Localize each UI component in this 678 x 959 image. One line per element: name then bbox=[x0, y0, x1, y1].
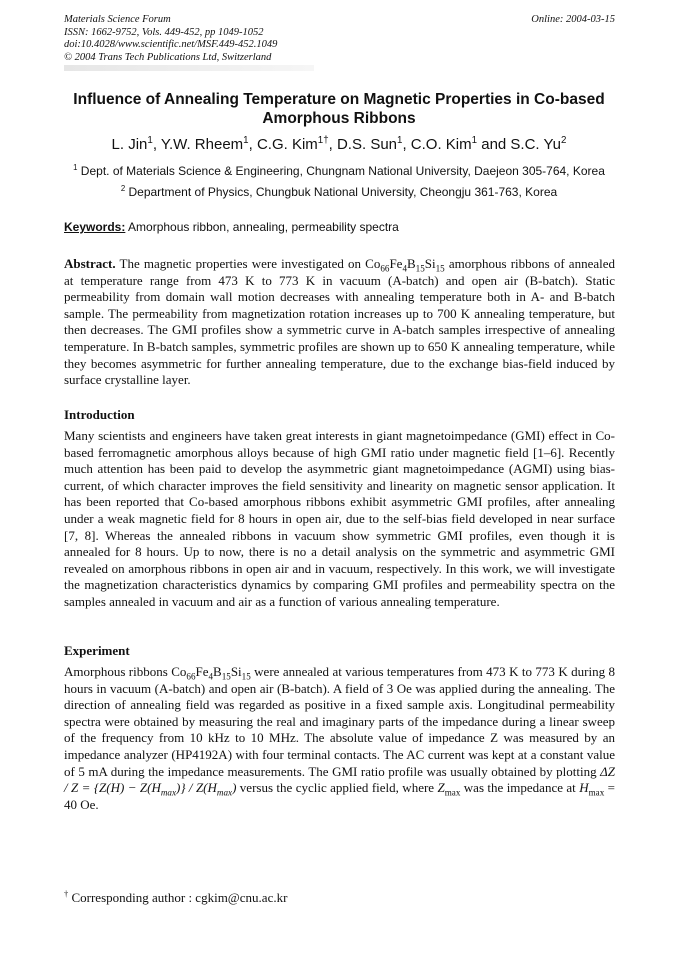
formula-part: ) bbox=[232, 780, 237, 796]
subscript: 15 bbox=[241, 671, 251, 682]
copyright: © 2004 Trans Tech Publications Ltd, Switzerland bbox=[64, 51, 272, 63]
author-affil-mark: 1 bbox=[397, 135, 403, 146]
subscript: 66 bbox=[380, 263, 390, 274]
author-list bbox=[40, 136, 638, 153]
abstract-label: Abstract. bbox=[64, 256, 116, 271]
subscript: 15 bbox=[221, 671, 231, 682]
experiment-text bbox=[64, 664, 615, 813]
affil-text: Department of Physics, Chungbuk National University, Cheongju 361-763, Korea bbox=[125, 185, 558, 199]
experiment-text-run: Fe bbox=[195, 664, 209, 679]
paper-title bbox=[40, 90, 638, 128]
abstract-text: B bbox=[407, 256, 416, 271]
hmax-symbol: H bbox=[579, 780, 589, 796]
page-header bbox=[64, 14, 615, 64]
experiment-text-run: B bbox=[213, 664, 222, 679]
abstract-text: Si bbox=[424, 256, 436, 271]
affiliation-1 bbox=[40, 164, 638, 178]
abstract-text: amorphous ribbons of annealed at temperature range from 473 K to 773 K in vacuum (A-batch) and open air (B-batch). Static permeability from domain wall motion decreases with annealing temperature both in A- and B-batch sample. The permeability from magnetization rotation increases up to 700 K annealing temperature, but then decreases. The GMI profiles show a symmetric curve in A-batch samples irrespective of annealing temperature. In B-batch samples, symmetric profiles are shown up to 650 K annealing temperature, while they becomes asymmetric for further annealing temperature, due to the exchange bias-field induced by surface crystalline layer. bbox=[64, 256, 615, 388]
subscript: max bbox=[216, 787, 233, 798]
author-affil-mark: 1 bbox=[243, 135, 249, 146]
author-name: and S.C. Yu bbox=[477, 136, 562, 153]
author-affil-mark: 2 bbox=[561, 135, 567, 146]
subscript: max bbox=[588, 787, 605, 798]
abstract-text: Fe bbox=[389, 256, 403, 271]
subscript: max bbox=[444, 787, 461, 798]
introduction-heading: Introduction bbox=[64, 407, 135, 422]
formula-part: ΔZ / Z = {Z(H) − Z(H bbox=[64, 763, 615, 796]
author-affil-mark: 1† bbox=[317, 135, 329, 146]
author-name: , C.O. Kim bbox=[402, 136, 472, 153]
formula-part: )} / Z(H bbox=[176, 780, 217, 796]
keywords-text: Amorphous ribbon, annealing, permeability spectra bbox=[125, 220, 399, 234]
online-date: Online: 2004-03-15 bbox=[531, 14, 615, 25]
author-affil-mark: 1 bbox=[147, 135, 153, 146]
abstract bbox=[64, 256, 615, 389]
author-name: , C.G. Kim bbox=[248, 136, 318, 153]
experiment-heading: Experiment bbox=[64, 643, 130, 658]
header-watermark bbox=[64, 65, 314, 71]
keywords bbox=[64, 220, 399, 234]
subscript: max bbox=[160, 787, 176, 798]
dagger-mark: † bbox=[64, 888, 69, 899]
experiment-text-run: were annealed at various temperatures from 473 K to 773 K during 8 hours in vacuum (A-batch) and open air (B-batch). A field of 3 Oe was applied during the annealing. The direction of annealing field was regarded as positive in a fixed sample axis. Longitudinal permeability spectra were obtained by measuring the real and imaginary parts of the impedance during a linear sweep of the frequency from 10 kHz to 10 MHz. The absolute value of impedance Z was measured by an impedance analyzer (HP4192A) with four terminal contacts. The AC current was kept at a constant value of 5 mA during the impedance measurements. The GMI ratio profile was usually obtained by plotting bbox=[64, 664, 615, 779]
journal-name: Materials Science Forum bbox=[64, 14, 171, 25]
experiment-text-run: Amorphous ribbons Co bbox=[64, 664, 187, 679]
subscript: 4 bbox=[402, 263, 407, 274]
author-name: L. Jin bbox=[111, 136, 148, 153]
affiliation-2 bbox=[40, 185, 638, 199]
title-line-1: Influence of Annealing Temperature on Magnetic Properties in Co-based bbox=[73, 91, 605, 108]
author-name: , D.S. Sun bbox=[328, 136, 398, 153]
introduction-text: Many scientists and engineers have taken great interests in giant magnetoimpedance (GMI) effect in Co-based ferromagnetic amorphous alloys because of high GMI ratio under magnetic field [1–6]. Recently much attention has been paid to develop the asymmetric giant magnetoimpedance (AGMI) using bias-current, of which character improves the field sensitivity and linearity on magnetic sensor application. It has been reported that Co-based amorphous ribbons exhibit asymmetric GMI profiles, after annealing under a weak magnetic field for 8 hours in open air, due to the self-bias field developed in near surface [7, 8]. Whereas the annealed ribbons in vacuum show symmetric GMI profiles, even though it is annealed for 8 hours. Up to now, there is no a detail analysis on the symmetric and asymmetric GMI revealed on amorphous ribbons in open air and in vacuum, respectively. In this work, we will investigate the magnetization characteristics dynamics by comparing GMI profiles and permeability spectra on the samples annealed in vacuum and air as a function of various annealing temperature. bbox=[64, 428, 615, 609]
author-affil-mark: 1 bbox=[471, 135, 478, 146]
experiment-text-run: Si bbox=[230, 664, 242, 679]
experiment-text-run: was the impedance at bbox=[460, 780, 580, 796]
doi: doi:10.4028/www.scientific.net/MSF.449-452.1049 bbox=[64, 39, 278, 50]
subscript: 15 bbox=[415, 263, 425, 274]
subscript: 66 bbox=[186, 671, 196, 682]
experiment-text-run: = 40 Oe. bbox=[64, 780, 615, 812]
title-line-2: Amorphous Ribbons bbox=[262, 110, 416, 127]
affil-mark: 2 bbox=[120, 184, 126, 193]
corresponding-author-footnote bbox=[64, 890, 287, 906]
affil-mark: 1 bbox=[73, 163, 78, 172]
abstract-text: The magnetic properties were investigated on Co bbox=[115, 256, 381, 271]
keywords-label: Keywords: bbox=[64, 220, 126, 234]
subscript: 15 bbox=[435, 263, 445, 274]
footnote-text: Corresponding author : cgkim@cnu.ac.kr bbox=[68, 890, 288, 905]
affil-text: Dept. of Materials Science & Engineering, Chungnam National University, Daejeon 305-764, Korea bbox=[77, 164, 605, 178]
issn: ISSN: 1662-9752, Vols. 449-452, pp 1049-1052 bbox=[64, 26, 264, 38]
subscript: 4 bbox=[208, 671, 214, 682]
experiment-text-run: versus the cyclic applied field, where bbox=[236, 780, 438, 796]
author-name: , Y.W. Rheem bbox=[152, 136, 244, 153]
zmax-symbol: Z bbox=[437, 780, 445, 796]
